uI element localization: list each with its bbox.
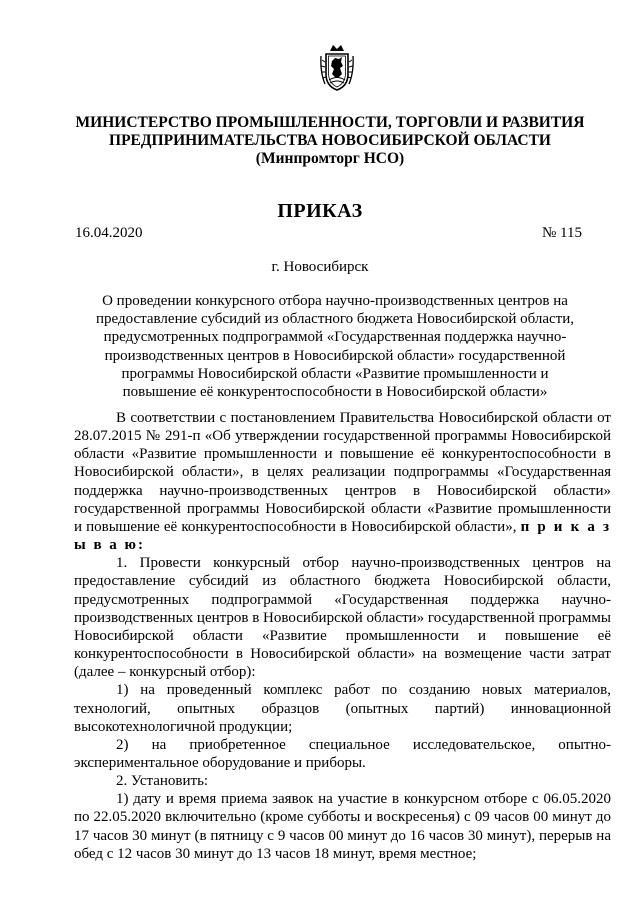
ministry-name-line-2: ПРЕДПРИНИМАТЕЛЬСТВА НОВОСИБИРСКОЙ ОБЛАСТИ (109, 132, 551, 149)
ministry-header (60, 114, 600, 168)
document-title: ПРИКАЗ (277, 200, 363, 222)
item-1: 1. Провести конкурсный отбор научно-производственных центров на предоставление субсидий из областного бюджета Новосибирской области, предусмотренных подпрограммой «Государственная поддержка научно-производственных центров в Новосибирской области» государственной программы Новосибирской области «Развитие промышленности и повышение её конкурентоспособности в Новосибирской области» на возмещение части затрат (далее – конкурсный отбор): (74, 555, 611, 681)
document-city: г. Новосибирск (271, 259, 369, 275)
item-2: 2. Установить: (116, 773, 209, 790)
ministry-name-line-1: МИНИСТЕРСТВО ПРОМЫШЛЕННОСТИ, ТОРГОВЛИ И РАЗВИТИЯ (75, 114, 585, 131)
document-date: 16.04.2020 (75, 225, 143, 241)
preamble-paragraph (74, 409, 611, 554)
item-1-1: 1) на проведенный комплекс работ по созданию новых материалов, технологий, опытных образцов (опытных партий) инновационной высокотехнологичной продукции; (74, 682, 611, 735)
ministry-short-name: (Минпромторг НСО) (255, 150, 405, 167)
novosibirsk-coat-of-arms-icon (319, 42, 355, 92)
item-2-1: 1) дату и время приема заявок на участие в конкурсном отборе с 06.05.2020 по 22.05.2020 включительно (кроме субботы и воскресенья) с 09 часов 00 минут до 17 часов 30 минут (в пятницу с 9 часов 00 минут до 16 часов 30 минут), перерыв на обед с 12 часов 30 минут до 13 часов 18 минут, время местное; (74, 791, 611, 862)
item-1-2: 2) на приобретенное специальное исследовательское, опытно-экспериментальное оборудование и приборы. (74, 736, 611, 771)
preamble-text: В соответствии с постановлением Правительства Новосибирской области от 28.07.2015 № 291-п «Об утверждении государственной программы Новосибирской области «Развитие промышленности и повышение её конкурентоспособности в Новосибирской области», в целях реализации подпрограммы «Государственная поддержка научно-производственных центров в Новосибирской области» государственной программы Новосибирской области «Развитие промышленности и повышение её конкурентоспособности в Новосибирской области», (74, 410, 611, 535)
document-subject: О проведении конкурсного отбора научно-производственных центров на предоставление субсидий из областного бюджета Новосибирской области, предусмотренных подпрограммой «Государственная поддержка научно-производственных центров в Новосибирской области» государственной программы Новосибирской области «Развитие промышленности и повышение её конкурентоспособности в Новосибирской области» (96, 293, 574, 401)
order-word: п р и к а з ы в а ю: (74, 518, 611, 554)
document-number: № 115 (541, 225, 582, 241)
document-body (74, 409, 611, 863)
